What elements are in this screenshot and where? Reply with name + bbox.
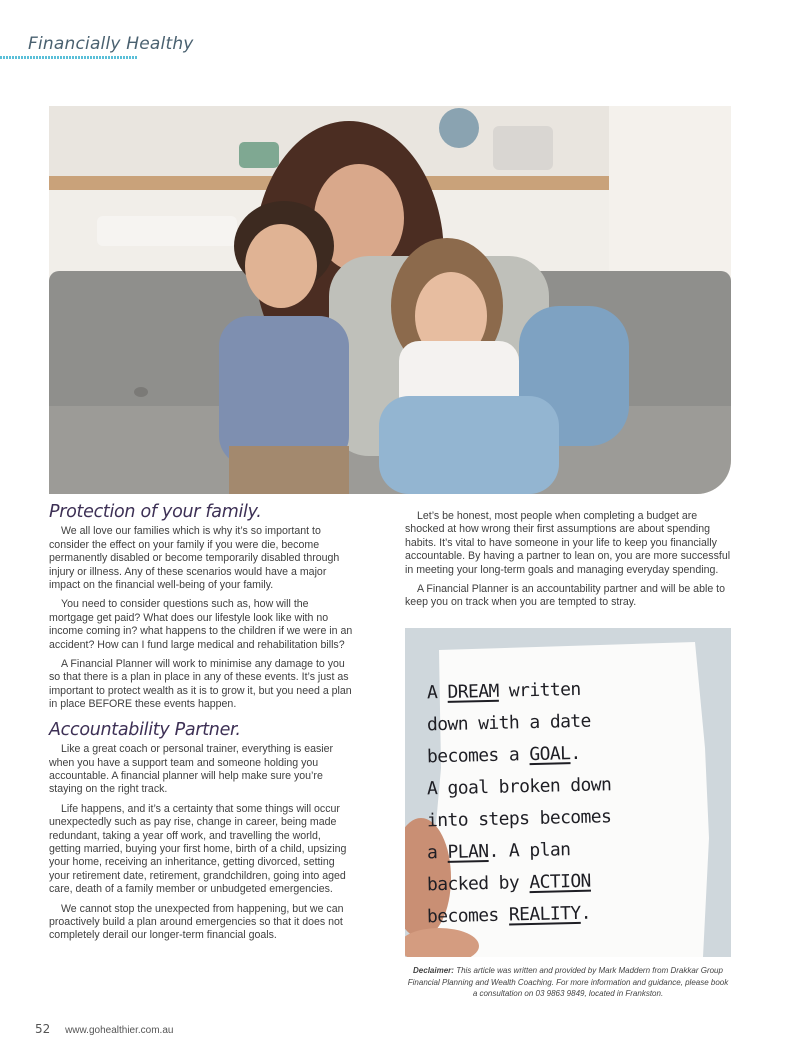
note-text-part: a (426, 841, 448, 864)
accountability-paragraph: We cannot stop the unexpected from happening, but we can proactively build a plan around emergencies so that it does not completely derail our longer-term financial goals. (49, 902, 344, 942)
handwritten-note-photo (405, 628, 731, 957)
sofa-button (134, 387, 148, 397)
disclaimer-text: This article was written and provided by Mark Maddern from Drakkar Group Financial Planning and Wealth Coaching. For more information and guidance, please book a consultation on 03 9863 9849, located in Frankston. (407, 966, 729, 998)
note-text-part: into steps becomes (426, 806, 612, 832)
note-line (427, 895, 728, 934)
footer-url[interactable]: www.gohealthier.com.au (65, 1025, 174, 1036)
left-column (49, 502, 355, 949)
note-text-part: becomes (426, 904, 510, 928)
protection-paragraph: We all love our families which is why it’s so important to consider the effect on your family if you were die, become permanently disabled or become temporarily disabled through injury or illness. Any of these scenarios would have a major impact on the financial well-being of your family. (49, 525, 340, 592)
kitchen-door (609, 106, 731, 286)
note-text-part: . (580, 902, 592, 924)
note-text (427, 674, 727, 930)
chair (97, 216, 237, 246)
right-column (405, 510, 731, 616)
boy-shorts (229, 446, 349, 494)
protection-paragraph: You need to consider questions such as, how will the mortgage get paid? What does our lifestyle look like with no income coming in? what happens to the children if we were in an accident? How can I fund large medical and rehabilitation bills? (49, 598, 353, 651)
wall-plate (439, 108, 479, 148)
note-underlined-word: DREAM (447, 680, 499, 703)
accountability-paragraph: Life happens, and it’s a certainty that some things will occur unexpectedly such as pay rise, change in career, being made redundant, taking a year off work, and travelling the world, getting married, buying your first home, birth of a child, upsizing your home, receiving an inheritance, getting divorced, setting your retirement date, retirement, grandchildren, going into aged care, death of a family member or unbudgeted emergencies. (49, 802, 347, 896)
note-underlined-word: GOAL (529, 743, 571, 766)
boy-face (245, 224, 317, 308)
protection-paragraph: A Financial Planner will work to minimise any damage to you so that there is a plan in place in any of these events. It’s just as important to protect wealth as it is to grow it, but you need a plan in place BEFORE these events happen. (49, 658, 352, 711)
note-underlined-word: REALITY (508, 902, 581, 926)
note-text-part: backed by (426, 872, 530, 896)
header-rule (0, 56, 138, 59)
accountability-paragraph: Like a great coach or personal trainer, everything is easier when you have a support team and someone holding you accountable. A financial planner will help make sure you’re staying on the right track. (49, 743, 334, 796)
note-text-part: . (570, 742, 581, 765)
note-underlined-word: PLAN (447, 841, 489, 863)
hero-photo (49, 106, 731, 494)
note-text-part: . A plan (488, 839, 571, 863)
note-text-part: A (426, 681, 448, 704)
section-title: Financially Healthy (28, 34, 194, 54)
note-text-part: down with a date (426, 710, 592, 736)
family-photo-illustration (49, 106, 731, 494)
page-number: 52 (35, 1022, 51, 1036)
note-text-part: A goal broken down (426, 774, 612, 800)
right-paragraph: Let’s be honest, most people when completing a budget are shocked at how wrong their first assumptions are about spending habits. It’s vital to have someone in your life to keep you financially accountable. By having a partner to lean on, you are more successful in meeting your long-term goals and managing everyday spending. (405, 510, 731, 576)
girl-jeans (379, 396, 559, 494)
toaster (493, 126, 553, 170)
disclaimer-label: Declaimer: (413, 966, 454, 975)
accountability-heading: Accountability Partner. (49, 719, 241, 740)
boy-shirt (219, 316, 349, 466)
right-paragraph: A Financial Planner is an accountability partner and will be able to keep you on track when you are tempted to stray. (405, 583, 725, 609)
note-text-part: becomes a (426, 744, 530, 768)
note-underlined-word: ACTION (529, 870, 592, 894)
pot (239, 142, 279, 168)
note-text-part: written (498, 678, 581, 702)
page-footer (35, 1022, 173, 1036)
protection-heading: Protection of your family. (49, 502, 262, 522)
disclaimer (405, 965, 731, 1000)
